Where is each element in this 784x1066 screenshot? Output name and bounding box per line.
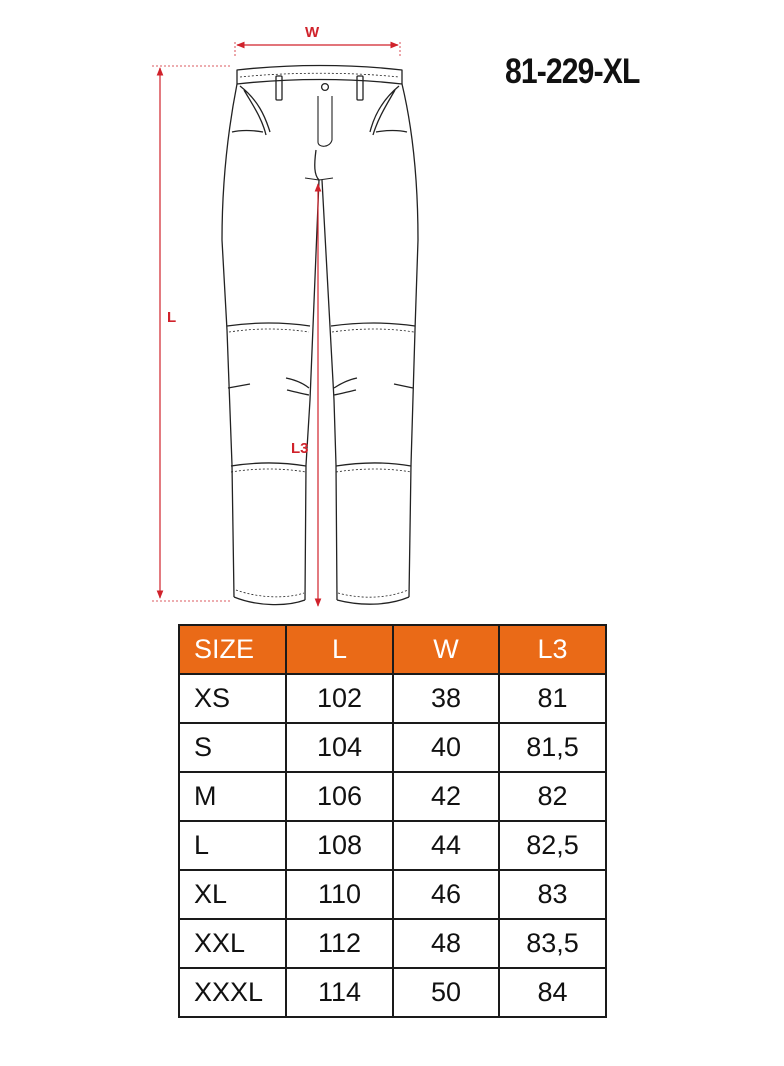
model-code: 81-229-XL (505, 52, 640, 91)
knee-seam (231, 463, 306, 466)
inseam-cell: 82 (499, 772, 606, 821)
inseam-cell: 81,5 (499, 723, 606, 772)
knee-seam (227, 323, 310, 326)
waistband (237, 66, 402, 85)
length-cell: 114 (286, 968, 393, 1017)
length-cell: 102 (286, 674, 393, 723)
fly (318, 96, 332, 146)
width-cell: 38 (393, 674, 499, 723)
width-cell: 50 (393, 968, 499, 1017)
table-row (179, 968, 606, 1017)
width-label: W (305, 24, 320, 41)
width-cell: 44 (393, 821, 499, 870)
inseam-label: L3 (291, 440, 309, 457)
inseam-cell: 81 (499, 674, 606, 723)
header-inseam: L3 (499, 625, 606, 674)
size-cell: XXXL (179, 968, 286, 1017)
inseam-cell: 83 (499, 870, 606, 919)
inseam-cell: 82,5 (499, 821, 606, 870)
length-cell: 106 (286, 772, 393, 821)
size-cell: XS (179, 674, 286, 723)
table-row (179, 723, 606, 772)
size-cell: L (179, 821, 286, 870)
pocket (232, 86, 270, 135)
size-cell: S (179, 723, 286, 772)
length-label: L (167, 309, 177, 326)
size-cell: XXL (179, 919, 286, 968)
trousers-outline (222, 66, 418, 605)
belt-loop (357, 76, 363, 100)
length-cell: 112 (286, 919, 393, 968)
inseam-cell: 83,5 (499, 919, 606, 968)
table-row (179, 870, 606, 919)
knee-seam (331, 323, 415, 326)
table-header-row (179, 625, 606, 674)
width-dimension (235, 42, 400, 58)
header-width: W (393, 625, 499, 674)
table-row (179, 821, 606, 870)
width-cell: 42 (393, 772, 499, 821)
pocket (370, 86, 407, 135)
width-cell: 48 (393, 919, 499, 968)
length-cell: 108 (286, 821, 393, 870)
header-size: SIZE (179, 625, 286, 674)
length-cell: 110 (286, 870, 393, 919)
size-table (178, 624, 607, 1018)
inseam-cell: 84 (499, 968, 606, 1017)
button (322, 84, 329, 91)
belt-loop (276, 76, 282, 100)
table-row (179, 919, 606, 968)
size-cell: M (179, 772, 286, 821)
length-dimension (152, 66, 232, 601)
length-cell: 104 (286, 723, 393, 772)
table-row (179, 772, 606, 821)
width-cell: 40 (393, 723, 499, 772)
size-cell: XL (179, 870, 286, 919)
knee-seam (336, 463, 411, 466)
header-length: L (286, 625, 393, 674)
width-cell: 46 (393, 870, 499, 919)
table-row (179, 674, 606, 723)
